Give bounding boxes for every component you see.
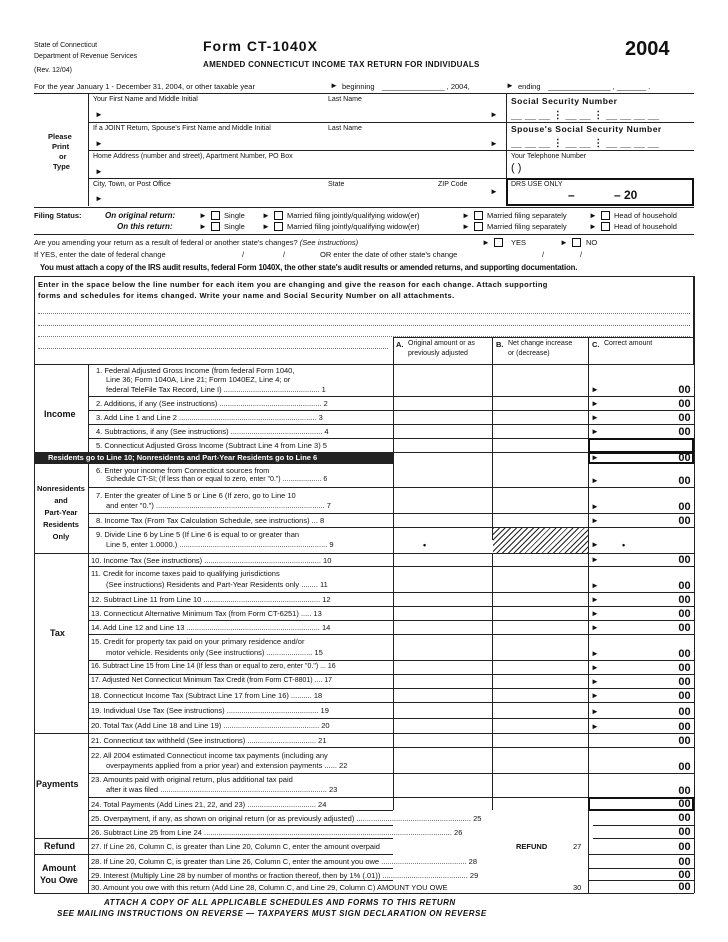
line-15-label: motor vehicle. Residents only (See instructions) ...................... 15	[106, 648, 323, 657]
line-29-label: 29. Interest (Multiply Line 28 by number of months or fraction thereof, then by 1% (.01)) ......................................... 29	[91, 871, 479, 880]
ssn-label: Social Security Number	[511, 96, 618, 106]
hoh-label: Head of household	[614, 222, 677, 231]
mfj-label: Married filing jointly/qualifying widow(er)	[287, 211, 420, 220]
explanation-input[interactable]	[38, 313, 690, 314]
section-you-owe: You Owe	[40, 875, 78, 885]
line-17-label: 17. Adjusted Net Connecticut Minimum Tax Credit (from Form CT-8801) .... 17	[91, 677, 333, 684]
arrow-icon: ►	[591, 581, 599, 590]
line-1-label: federal TeleFile Tax Record, Line I) .............................................. 1	[106, 385, 326, 394]
cents: 00	[678, 554, 691, 566]
checkbox-this-mfj[interactable]	[274, 222, 283, 231]
date-slash: /	[580, 250, 583, 259]
date-slash: /	[283, 250, 286, 259]
arrow-icon: ►	[560, 238, 568, 247]
cents: 00	[678, 580, 691, 592]
line-9-label: Line 5, enter 1.0000.) ....................................................................... 9	[106, 540, 334, 549]
line-23-label: 23. Amounts paid with original return, plus additional tax paid	[91, 775, 293, 784]
yes-label: YES	[511, 238, 527, 247]
please-label: Please	[48, 132, 72, 141]
single-label: Single	[224, 222, 245, 231]
arrow-icon: ►	[591, 707, 599, 716]
cents: 00	[678, 676, 691, 688]
cents: 00	[678, 881, 691, 893]
line-1-label: Line 36; Form 1040A, Line 21; Form 1040EZ, Line 4; or	[106, 375, 291, 384]
spouse-name-label: If a JOINT Return, Spouse's First Name and Middle Initial	[93, 125, 271, 132]
arrow-icon: ►	[482, 238, 490, 247]
cents: 00	[678, 721, 691, 733]
line-27-number: 27	[573, 842, 582, 851]
arrow-icon: ►	[589, 222, 597, 231]
checkbox-orig-hoh[interactable]	[601, 211, 610, 220]
cents: 00	[678, 706, 691, 718]
cents: 00	[678, 515, 691, 527]
line-15-label: 15. Credit for property tax paid on your primary residence and/or	[91, 637, 305, 646]
mfs-label: Married filing separately	[487, 211, 567, 220]
arrow-icon: ►	[95, 194, 103, 203]
section-tax: Tax	[50, 628, 65, 638]
state-label: State	[328, 181, 345, 188]
line-24-label: 24. Total Payments (Add Lines 21, 22, and 23) ................................. 24	[91, 800, 327, 809]
line-12-label: 12. Subtract Line 11 from Line 10 ........................................................ 12	[91, 595, 331, 604]
checkbox-this-single[interactable]	[211, 222, 220, 231]
arrow-icon: ►	[490, 110, 498, 119]
single-label: Single	[224, 211, 245, 220]
decimal-point: •	[622, 540, 626, 550]
arrow-icon: ►	[591, 555, 599, 564]
drs-dash: –	[568, 188, 575, 202]
drs-label: DRS USE ONLY	[511, 181, 563, 188]
spouse-ssn-field[interactable]: __ __ __ ⋮ __ __ ⋮ __ __ __ __	[511, 138, 659, 149]
cents: 00	[678, 501, 691, 513]
col-b-label2: or (decrease)	[508, 350, 550, 357]
or-label: or	[59, 152, 67, 161]
attach-notice: You must attach a copy of the IRS audit results, federal Form 1040X, the other state's audit results or amended returns, and supporting documentation.	[40, 263, 578, 272]
line-28-label: 28. If Line 20, Column C, is greater than Line 26, Column C, enter the amount you owe ......................................... 28	[91, 857, 478, 866]
last-name-label: Last Name	[328, 96, 362, 103]
nonres-label: Only	[52, 532, 70, 541]
line-4-label: 4. Subtractions, if any (See instructions) ............................................ 4	[96, 427, 329, 436]
explanation-line2: forms and schedules for items changed. Write your name and Social Security Number on all attachments.	[38, 291, 455, 300]
no-label: NO	[586, 238, 598, 247]
section-refund: Refund	[44, 841, 75, 851]
line-6-label: 6. Enter your income from Connecticut sources from	[96, 466, 270, 475]
explanation-input[interactable]	[38, 325, 690, 326]
arrow-icon: ►	[591, 722, 599, 731]
line-20-label: 20. Total Tax (Add Line 18 and Line 19) .............................................. 20	[91, 721, 330, 730]
arrow-icon: ►	[591, 516, 599, 525]
checkbox-this-mfs[interactable]	[474, 222, 483, 231]
ending-label: ending	[518, 82, 541, 91]
line-30-label: 30. Amount you owe with this return (Add Line 28, Column C, and Line 29, Column C) AMOUNT YOU OWE	[91, 883, 448, 892]
cents: 00	[678, 384, 691, 396]
cents: 00	[678, 826, 691, 838]
arrow-icon: ►	[262, 211, 270, 220]
cents: 00	[678, 475, 691, 487]
spouse-ssn-label: Spouse's Social Security Number	[511, 124, 662, 134]
explanation-input[interactable]	[38, 348, 388, 349]
line-7-label: and enter "0.") ................................................................................. 7	[106, 501, 331, 510]
decimal-point: •	[423, 540, 427, 550]
line-10-label: 10. Income Tax (See instructions) ........................................................ 10	[91, 556, 332, 565]
cents: 00	[678, 608, 691, 620]
line-16-label: 16. Subtract Line 15 from Line 14 (If less than or equal to zero, enter "0.") ... 16	[91, 663, 336, 670]
arrow-icon: ►	[591, 502, 599, 511]
cents: 00	[678, 648, 691, 660]
amending-question: Are you amending your return as a result of federal or another state's changes? (See instructions)	[34, 238, 359, 247]
col-a-label: Original amount or as	[408, 340, 475, 347]
checkbox-yes[interactable]	[494, 238, 503, 247]
arrow-icon: ►	[591, 623, 599, 632]
date-slash: /	[242, 250, 245, 259]
cents: 00	[678, 412, 691, 424]
cents: 00	[678, 761, 691, 773]
federal-change-label: If YES, enter the date of federal change	[34, 250, 166, 259]
line-18-label: 18. Connecticut Income Tax (Subtract Line 17 from Line 16) .......... 18	[91, 691, 323, 700]
line-8-label: 8. Income Tax (From Tax Calculation Schedule, see instructions) ... 8	[96, 516, 325, 525]
line-5-label: 5. Connecticut Adjusted Gross Income (Subtract Line 4 from Line 3) 5	[96, 441, 327, 450]
line5-box	[588, 438, 694, 453]
arrow-icon: ►	[330, 81, 338, 90]
date-slash: /	[542, 250, 545, 259]
arrow-icon: ►	[591, 476, 599, 485]
ssn-field[interactable]: __ __ __ ⋮ __ __ ⋮ __ __ __ __	[511, 110, 659, 121]
mfj-label: Married filing jointly/qualifying widow(er)	[287, 222, 420, 231]
form-title: Form CT-1040X	[203, 38, 318, 54]
section-income: Income	[44, 409, 76, 419]
cents: 00	[678, 452, 691, 464]
cents: 00	[678, 785, 691, 797]
zip-label: ZIP Code	[438, 181, 468, 188]
city-label: City, Town, or Post Office	[93, 181, 171, 188]
col-c-letter: C.	[592, 340, 600, 349]
checkbox-orig-mfj[interactable]	[274, 211, 283, 220]
section-amount: Amount	[42, 863, 76, 873]
line-25-label: 25. Overpayment, if any, as shown on original return (or as previously adjusted) ....................................................... 25	[91, 814, 482, 823]
arrow-icon: ►	[591, 691, 599, 700]
agency-dept: Department of Revenue Services	[34, 53, 138, 60]
checkbox-orig-mfs[interactable]	[474, 211, 483, 220]
section-payments: Payments	[36, 779, 79, 789]
state-change-label: OR enter the date of other state's change	[320, 250, 458, 259]
col-a-letter: A.	[396, 340, 404, 349]
line-21-label: 21. Connecticut tax withheld (See instructions) ................................. 21	[91, 736, 327, 745]
arrow-icon: ►	[591, 649, 599, 658]
line-7-label: 7. Enter the greater of Line 5 or Line 6 (If zero, go to Line 10	[96, 491, 296, 500]
orig-return-label: On original return:	[105, 211, 176, 220]
residents-bar-text: Residents go to Line 10; Nonresidents and Part-Year Residents go to Line 6	[48, 453, 318, 462]
phone-field[interactable]: ( )	[511, 162, 522, 174]
line-9-label: 9. Divide Line 6 by Line 5 (If Line 6 is equal to or greater than	[96, 530, 300, 539]
arrow-icon: ►	[199, 222, 207, 231]
line-23-label: after it was filed ................................................................................ 23	[106, 785, 338, 794]
cents: 00	[678, 398, 691, 410]
explanation-box	[34, 276, 694, 364]
line-30-number: 30	[573, 883, 582, 892]
cents: 00	[678, 841, 691, 853]
drs-20: – 20	[614, 188, 638, 202]
arrow-icon: ►	[589, 211, 597, 220]
arrow-icon: ►	[591, 663, 599, 672]
refund-word: REFUND	[516, 842, 548, 851]
revision: (Rev. 12/04)	[34, 67, 72, 74]
footer-attach: ATTACH A COPY OF ALL APPLICABLE SCHEDULES AND FORMS TO THIS RETURN	[104, 898, 456, 907]
checkbox-orig-single[interactable]	[211, 211, 220, 220]
arrow-icon: ►	[591, 677, 599, 686]
arrow-icon: ►	[591, 540, 599, 549]
arrow-icon: ►	[490, 139, 498, 148]
arrow-icon: ►	[462, 222, 470, 231]
nonres-label: Part-Year	[44, 508, 78, 517]
arrow-icon: ►	[591, 427, 599, 436]
nonres-label: Nonresidents	[37, 484, 85, 493]
nonres-label: Residents	[43, 520, 79, 529]
checkbox-this-hoh[interactable]	[601, 222, 610, 231]
line-22-label: 22. All 2004 estimated Connecticut income tax payments (including any	[91, 751, 328, 760]
line-13-label: 13. Connecticut Alternative Minimum Tax (from Form CT-6251) ..... 13	[91, 609, 322, 618]
beginning-date[interactable]: _______________ , 2004,	[382, 82, 470, 91]
arrow-icon: ►	[506, 81, 514, 90]
agency-state: State of Connecticut	[34, 42, 98, 49]
arrow-icon: ►	[591, 609, 599, 618]
tax-year: 2004	[625, 38, 670, 60]
line-14-label: 14. Add Line 12 and Line 13 ................................................................ 14	[91, 623, 331, 632]
first-name-label: Your First Name and Middle Initial	[93, 96, 198, 103]
arrow-icon: ►	[591, 399, 599, 408]
line-1-label: 1. Federal Adjusted Gross Income (from federal Form 1040,	[96, 366, 295, 375]
address-label: Home Address (number and street), Apartment Number, PO Box	[93, 153, 293, 160]
cents: 00	[678, 812, 691, 824]
cents: 00	[678, 690, 691, 702]
ending-date[interactable]: _______________ , _______ .	[548, 82, 651, 91]
cents: 00	[678, 426, 691, 438]
col-b-label: Net change increase	[508, 340, 573, 347]
arrow-icon: ►	[95, 110, 103, 119]
col-b-letter: B.	[496, 340, 504, 349]
this-return-label: On this return:	[117, 222, 173, 231]
explanation-line1: Enter in the space below the line number for each item you are changing and give the reason for each change. Attach supporting	[38, 280, 548, 289]
line-22-label: overpayments applied from a prior year) and extension payments ...... 22	[106, 761, 348, 770]
hoh-label: Head of household	[614, 211, 677, 220]
nonres-label: and	[54, 496, 68, 505]
col-a-label2: previously adjusted	[408, 350, 468, 357]
cents: 00	[678, 594, 691, 606]
footer-mailing: SEE MAILING INSTRUCTIONS ON REVERSE — TAXPAYERS MUST SIGN DECLARATION ON REVERSE	[57, 909, 487, 918]
arrow-icon: ►	[462, 211, 470, 220]
cents: 00	[678, 662, 691, 674]
line-6-label: Schedule CT-SI; (If less than or equal to zero, enter "0.") .................... 6	[106, 476, 328, 483]
line-2-label: 2. Additions, if any (See instructions) ................................................. 2	[96, 399, 328, 408]
type-label: Type	[53, 162, 70, 171]
line-19-label: 19. Individual Use Tax (See instructions) ............................................ 19	[91, 706, 329, 715]
cents: 00	[678, 735, 691, 747]
tax-period: For the year January 1 - December 31, 2004, or other taxable year	[34, 82, 255, 91]
form-subtitle: AMENDED CONNECTICUT INCOME TAX RETURN FOR INDIVIDUALS	[203, 60, 480, 69]
checkbox-no[interactable]	[572, 238, 581, 247]
line-11-label: 11. Credit for income taxes paid to qualifying jurisdictions	[91, 569, 280, 578]
line-26-label: 26. Subtract Line 25 from Line 24 ....................................................................................................................... 26	[91, 828, 463, 837]
filing-status-label: Filing Status:	[34, 211, 82, 220]
arrow-icon: ►	[95, 167, 103, 176]
print-label: Print	[52, 142, 70, 151]
arrow-icon: ►	[95, 139, 103, 148]
arrow-icon: ►	[199, 211, 207, 220]
line-27-label: 27. If Line 26, Column C, is greater than Line 20, Column C, enter the amount overpaid	[91, 842, 380, 851]
cents: 00	[678, 622, 691, 634]
arrow-icon: ►	[591, 595, 599, 604]
cents: 00	[678, 856, 691, 868]
cents: 00	[678, 798, 691, 810]
phone-label: Your Telephone Number	[511, 153, 587, 160]
cents: 00	[678, 869, 691, 881]
arrow-icon: ►	[591, 413, 599, 422]
beginning-label: beginning	[342, 82, 375, 91]
arrow-icon: ►	[591, 385, 599, 394]
hatched-cell	[493, 528, 588, 553]
arrow-icon: ►	[262, 222, 270, 231]
line-11-label: (See instructions) Residents and Part-Year Residents only ........ 11	[106, 580, 328, 589]
mfs-label: Married filing separately	[487, 222, 567, 231]
line-3-label: 3. Add Line 1 and Line 2 .................................................................. 3	[96, 413, 323, 422]
arrow-icon: ►	[490, 187, 498, 196]
arrow-icon: ►	[591, 453, 599, 462]
col-c-label: Correct amount	[604, 340, 653, 347]
spouse-last-label: Last Name	[328, 125, 362, 132]
